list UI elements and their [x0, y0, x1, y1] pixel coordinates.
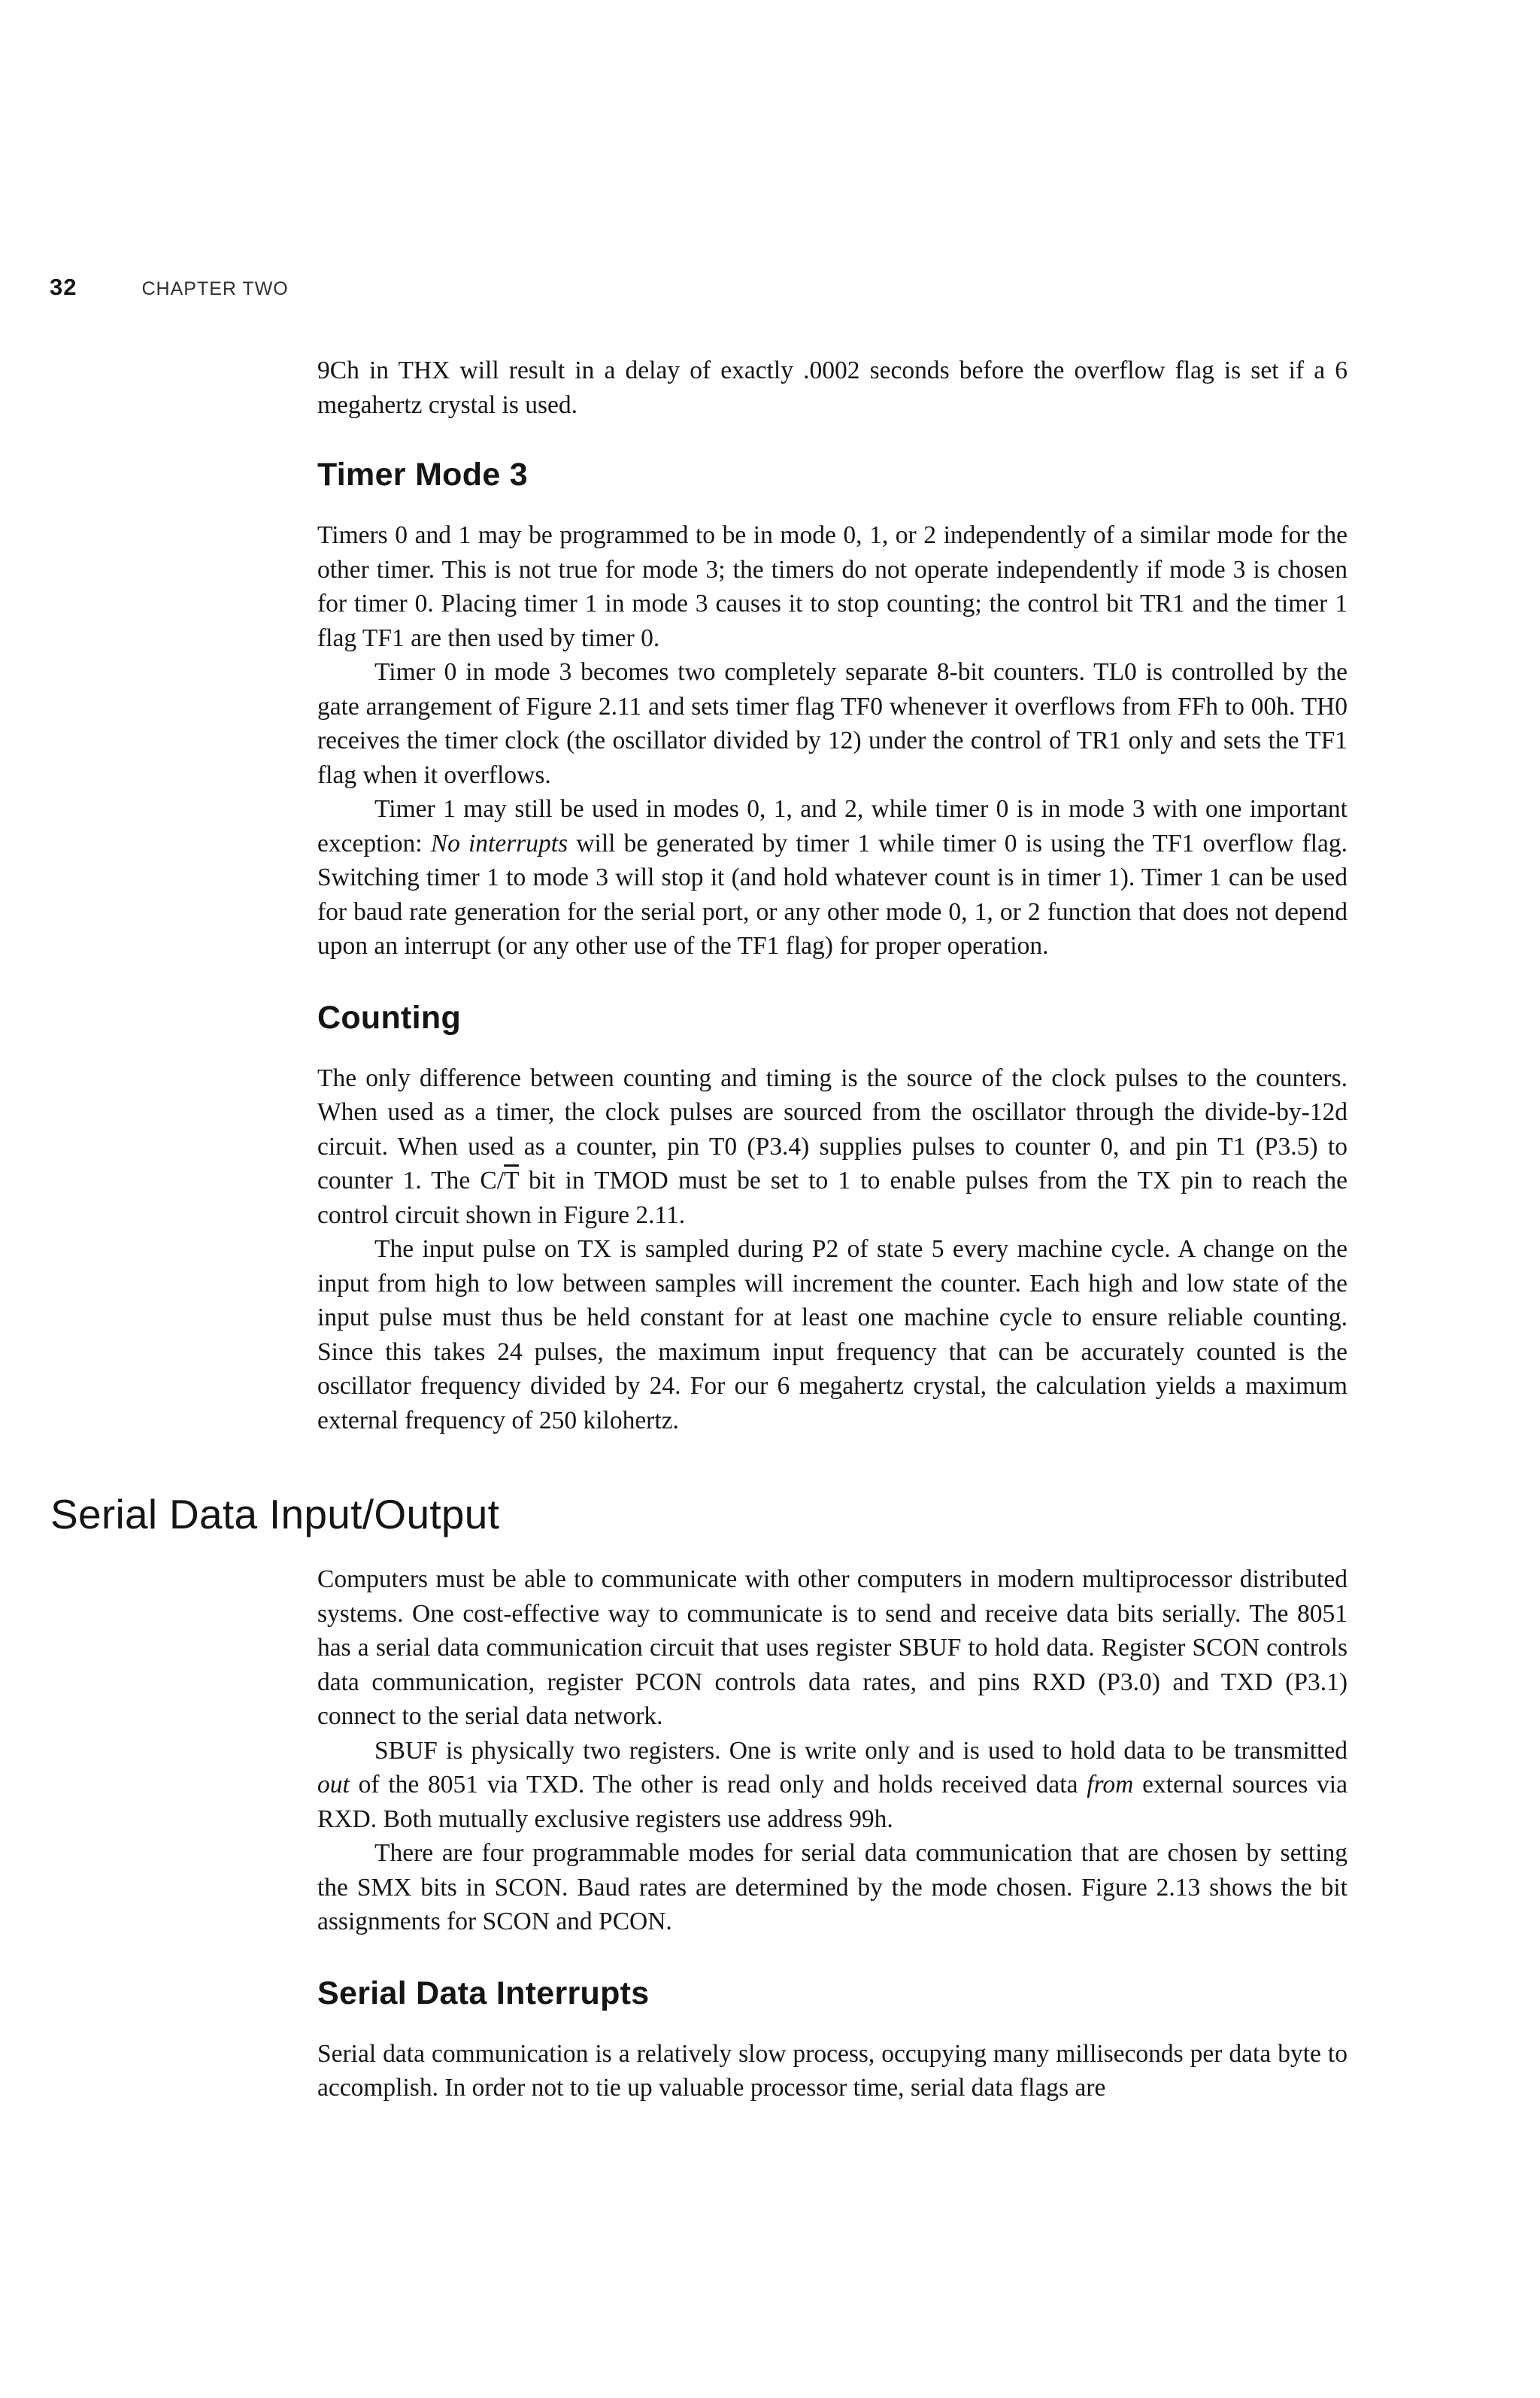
chapter-label: CHAPTER TWO	[141, 278, 289, 299]
text-run: The only difference between counting and timing is the source of the clock pulses to the counters. When used as a timer, the clock pulses are sourced from the oscillator through the divide-by-12d circuit. When used as a counter, pin T0 (P3.4) supplies pulses to counter 0, and pin T1 (P3.5) to counter 1. The C/	[317, 1064, 1348, 1194]
paragraph-serial-io-2	[317, 1734, 1348, 1837]
paragraph-serial-io-3: There are four programmable modes for serial data communication that are chosen by setting the SMX bits in SCON. Baud rates are determined by the mode chosen. Figure 2.13 shows the bit assignments for SCON and PCON.	[317, 1839, 1348, 1935]
page-body	[50, 354, 1348, 2105]
paragraph-counting-1	[317, 1061, 1348, 1233]
paragraph-timer-mode-3-2: Timer 0 in mode 3 becomes two completely separate 8-bit counters. TL0 is controlled by the gate arrangement of Figure 2.11 and sets timer flag TF0 whenever it overflows from FFh to 00h. TH0 receives the timer clock (the oscillator divided by 12) under the control of TR1 only and sets the TF1 flag when it overflows.	[317, 658, 1348, 789]
page-header	[50, 274, 501, 304]
intro-paragraph: 9Ch in THX will result in a delay of exactly .0002 seconds before the overflow flag is set if a 6 megahertz crystal is used.	[317, 357, 1348, 419]
text-run: SBUF is physically two registers. One is write only and is used to hold data to be transmitted	[374, 1736, 1348, 1765]
heading-serial-data-interrupts: Serial Data Interrupts	[317, 1975, 650, 2011]
heading-serial-data-io: Serial Data Input/Output	[50, 1491, 500, 1537]
text-run: will be generated by timer 1 while timer 0 is using the TF1 overflow flag. Switching timer 1 to mode 3 will stop it (and hold whatever count is in timer 1). Timer 1 can be used for baud rate generation for the serial port, or any other mode 0, 1, or 2 function that does not depend upon an interrupt (or any other use of the TF1 flag) for proper operation.	[317, 829, 1348, 960]
text-run: external sources via RXD. Both mutually exclusive registers use address 99h.	[317, 1771, 1348, 1833]
paragraph-timer-mode-3-3	[317, 792, 1348, 964]
heading-timer-mode-3: Timer Mode 3	[317, 457, 528, 493]
text-run: of the 8051 via TXD. The other is read only and holds received data	[349, 1771, 1087, 1798]
heading-counting: Counting	[317, 999, 462, 1036]
paragraph-serial-interrupts-1: Serial data communication is a relatively slow process, occupying many milliseconds per data byte to accomplish. In order not to tie up valuable processor time, serial data flags are	[317, 2039, 1348, 2102]
page-number: 32	[50, 274, 77, 300]
emphasis-from: from	[1087, 1771, 1134, 1798]
overlined-t: $\overline{T}$	[504, 1167, 519, 1194]
paragraph-counting-2: The input pulse on TX is sampled during P2 of state 5 every machine cycle. A change on the input from high to low between samples will increment the counter. Each high and low state of the input pulse must thus be held constant for at least one machine cycle to ensure reliable counting. Since this takes 24 pulses, the maximum input frequency that can be accurately counted is the oscillator frequency divided by 24. For our 6 megahertz crystal, the calculation yields a maximum external frequency of 250 kilohertz.	[317, 1235, 1348, 1434]
paragraph-timer-mode-3-1: Timers 0 and 1 may be programmed to be in mode 0, 1, or 2 independently of a similar mode for the other timer. This is not true for mode 3; the timers do not operate independently if mode 3 is chosen for timer 0. Placing timer 1 in mode 3 causes it to stop counting; the control bit TR1 and the timer 1 flag TF1 are then used by timer 0.	[317, 521, 1348, 652]
paragraph-serial-io-1: Computers must be able to communicate with other computers in modern multiprocessor distributed systems. One cost-effective way to communicate is to send and receive data bits serially. The 8051 has a serial data communication circuit that uses register SBUF to hold data. Register SCON controls data communication, register PCON controls data rates, and pins RXD (P3.0) and TXD (P3.1) connect to the serial data network.	[317, 1565, 1348, 1730]
text-run: bit in TMOD must be set to 1 to enable pulses from the TX pin to reach the control circuit shown in Figure 2.11.	[317, 1167, 1348, 1229]
text-run: Timer 1 may still be used in modes 0, 1, and 2, while timer 0 is in mode 3 with one important exception:	[317, 795, 1348, 858]
emphasis-no-interrupts: No interrupts	[430, 829, 568, 858]
emphasis-out: out	[317, 1771, 350, 1798]
